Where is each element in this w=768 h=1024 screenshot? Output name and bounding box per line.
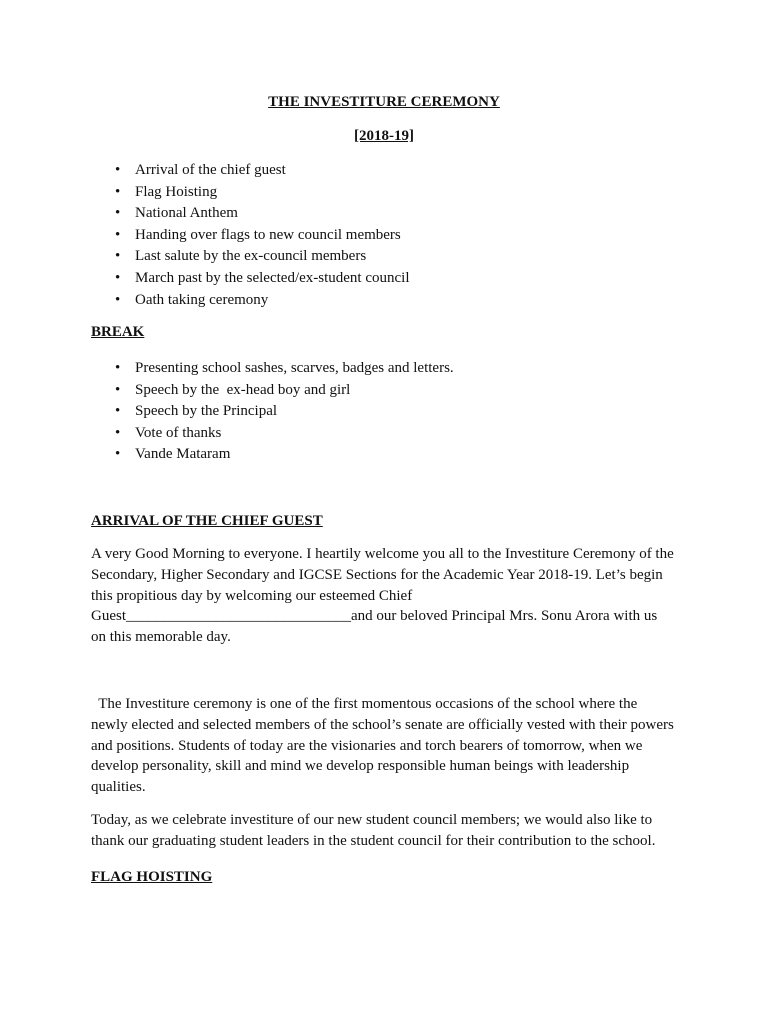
bullet-icon: • xyxy=(115,226,121,243)
bullet-icon: • xyxy=(115,205,121,222)
bullet-icon: • xyxy=(115,424,121,441)
list-item xyxy=(91,444,454,466)
celebration-paragraph xyxy=(91,810,691,852)
list-item xyxy=(91,225,410,247)
list-item-text: Last salute by the ex-council members xyxy=(135,248,367,265)
list-item xyxy=(91,423,454,445)
list-item-text: Vande Mataram xyxy=(135,446,231,463)
bullet-icon: • xyxy=(115,269,121,286)
paragraph-line: Secondary, Higher Secondary and IGCSE Sections for the Academic Year 2018-19. Let’s begin xyxy=(91,566,663,583)
bullet-icon: • xyxy=(115,403,121,420)
paragraph-line: thank our graduating student leaders in the student council for their contribution to the school. xyxy=(91,832,656,849)
bullet-icon: • xyxy=(115,183,121,200)
list-item-text: Flag Hoisting xyxy=(135,183,218,200)
list-item xyxy=(91,246,410,268)
list-item xyxy=(91,358,454,380)
document-title: THE INVESTITURE CEREMONY xyxy=(268,94,500,110)
list-item-text: Speech by the Principal xyxy=(135,403,278,420)
paragraph-line: Guest______________________________and our beloved Principal Mrs. Sonu Arora with us xyxy=(91,608,658,625)
paragraph-line: The Investiture ceremony is one of the first momentous occasions of the school where the xyxy=(91,696,638,712)
agenda-list-part2 xyxy=(91,358,454,466)
list-item-text: Presenting school sashes, scarves, badges and letters. xyxy=(135,360,454,376)
list-item-text: Vote of thanks xyxy=(135,424,222,441)
bullet-icon: • xyxy=(115,291,121,308)
paragraph-line: A very Good Morning to everyone. I heartily welcome you all to the Investiture Ceremony of the xyxy=(91,546,674,562)
list-item-text: March past by the selected/ex-student council xyxy=(135,269,410,286)
welcome-paragraph xyxy=(91,544,691,648)
list-item-text: Speech by the ex-head boy and girl xyxy=(135,381,351,398)
paragraph-line: develop personality, skill and mind we develop responsible human beings with leadership xyxy=(91,758,630,775)
list-item xyxy=(91,160,410,182)
list-item-text: Arrival of the chief guest xyxy=(135,162,286,178)
list-item xyxy=(91,290,410,312)
paragraph-line: qualities. xyxy=(91,779,146,796)
list-item-text: Handing over flags to new council members xyxy=(135,226,401,243)
paragraph-line: and positions. Students of today are the visionaries and torch bearers of tomorrow, when we xyxy=(91,737,643,754)
agenda-list-part1 xyxy=(91,160,410,311)
list-item xyxy=(91,182,410,204)
list-item-text: Oath taking ceremony xyxy=(135,291,269,308)
bullet-icon: • xyxy=(115,446,121,463)
break-heading: BREAK xyxy=(91,324,145,340)
list-item xyxy=(91,203,410,225)
paragraph-line: newly elected and selected members of the school’s senate are officially vested with their powers xyxy=(91,716,674,733)
document-year: [2018-19] xyxy=(354,128,414,144)
paragraph-line: Today, as we celebrate investiture of our new student council members; we would also like to xyxy=(91,812,653,828)
investiture-paragraph xyxy=(91,694,691,798)
arrival-heading: ARRIVAL OF THE CHIEF GUEST xyxy=(91,513,323,529)
bullet-icon: • xyxy=(115,360,121,376)
list-item-text: National Anthem xyxy=(135,205,238,222)
bullet-icon: • xyxy=(115,162,121,178)
list-item xyxy=(91,268,410,290)
flag-hoisting-heading: FLAG HOISTING xyxy=(91,869,213,885)
list-item xyxy=(91,401,454,423)
bullet-icon: • xyxy=(115,248,121,265)
paragraph-line: this propitious day by welcoming our esteemed Chief xyxy=(91,587,413,604)
paragraph-line: on this memorable day. xyxy=(91,629,231,646)
bullet-icon: • xyxy=(115,381,121,398)
list-item xyxy=(91,380,454,402)
